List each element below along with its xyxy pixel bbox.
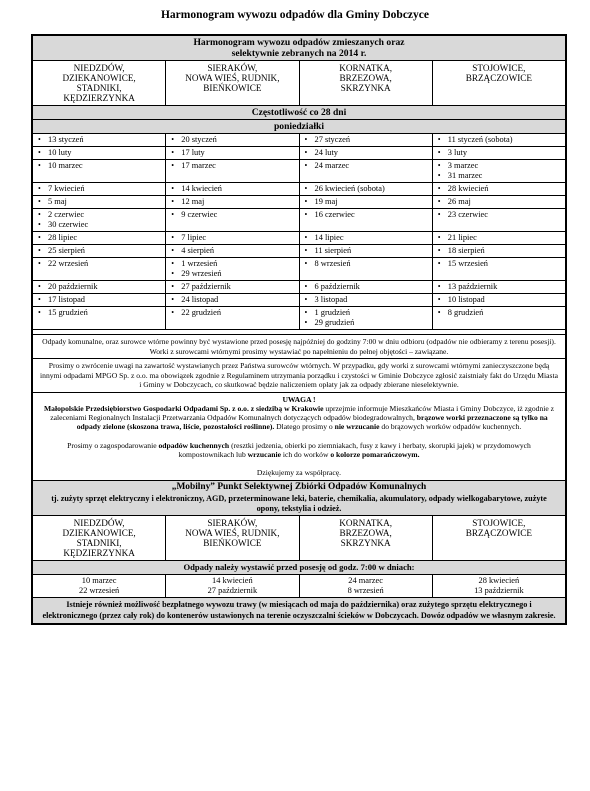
mobile-subtitle: tj. zużyty sprzęt elektryczny i elektroniczny, AGD, przeterminowane leki, baterie, chemikalia, akumulatory, odpady wielkogabarytowe, zużyte opony, tekstylia i odzież.: [51, 494, 547, 514]
date-item: • 3 luty: [438, 148, 565, 158]
date-item: • 29 wrzesień: [171, 269, 298, 279]
warning-text-2: Dlatego prosimy o: [274, 422, 335, 432]
date-row: [33, 307, 566, 330]
mobile-area-column-1: [33, 516, 166, 561]
schedule-table: [32, 35, 566, 624]
warning-text-3: do brązowych worków odpadów kuchennych.: [379, 422, 522, 432]
date-item: • 17 luty: [171, 148, 298, 158]
date-item: • 4 sierpień: [171, 246, 298, 256]
date-cell: [166, 281, 299, 294]
date-cell: [166, 258, 299, 281]
date-cell: [299, 134, 432, 147]
date-cell: [432, 258, 565, 281]
date-list: [300, 160, 432, 172]
date-item: • 8 grudzień: [438, 308, 565, 318]
date-item: • 28 lipiec: [38, 233, 165, 243]
mobile-area-column-2: [166, 516, 299, 561]
mobile-date: 14 kwiecień: [212, 576, 253, 586]
date-row: [33, 147, 566, 160]
note-deadline: [33, 335, 566, 359]
date-item: • 23 czerwiec: [438, 210, 565, 220]
area-line: NIEDZDÓW,: [73, 63, 125, 73]
date-item: • 22 grudzień: [171, 308, 298, 318]
date-item: • 27 październik: [171, 282, 298, 292]
date-list: [433, 134, 565, 146]
date-item: • 5 maj: [38, 197, 165, 207]
footer-note: Istnieje również możliwość bezpłatnego wywozu trawy (w miesiącach od maja do października) oraz zużytego sprzętu elektrycznego i elektronicznego (przez cały rok) do kontenerów ustawionych na terenie oczyszczalni ścieków w Dobczycach. Dowóz odpadów we własnym zakresie.: [33, 598, 566, 624]
mobile-date-cell: [432, 575, 565, 598]
date-item: • 28 kwiecień: [438, 184, 565, 194]
area-line: BIEŃKOWICE: [203, 538, 262, 549]
mobile-title: „Mobilny” Punkt Selektywnej Zbiórki Odpadów Komunalnych: [171, 481, 427, 492]
area-line: BIEŃKOWICE: [203, 83, 262, 93]
mixed-header-line1: Harmonogram wywozu odpadów zmieszanych oraz: [193, 37, 405, 48]
date-row: [33, 245, 566, 258]
date-list: [33, 134, 165, 146]
date-list: [166, 232, 298, 244]
date-list: [433, 258, 565, 270]
mobile-area-column-3: [299, 516, 432, 561]
warning-heading: UWAGA !: [282, 394, 316, 404]
area-line: SIERAKÓW,: [207, 63, 258, 73]
area-line: KĘDZIERZYNKA: [63, 548, 135, 559]
area-line: DZIEKANOWICE,: [62, 73, 136, 83]
date-cell: [432, 134, 565, 147]
kitchen-text-1: Prosimy o zagospodarowanie: [67, 440, 159, 450]
date-cell: [33, 160, 166, 183]
date-row: [33, 134, 566, 147]
date-list: [166, 209, 298, 221]
date-cell: [299, 147, 432, 160]
date-cell: [432, 232, 565, 245]
date-item: • 19 maj: [305, 197, 432, 207]
date-item: • 7 kwiecień: [38, 184, 165, 194]
mobile-date: 22 wrzesień: [79, 586, 120, 596]
date-cell: [432, 209, 565, 232]
frequency-label: Częstotliwość co 28 dni: [33, 106, 566, 120]
date-list: [33, 147, 165, 159]
date-list: [300, 245, 432, 257]
mobile-areas-row: [33, 516, 566, 561]
date-cell: [33, 209, 166, 232]
date-item: • 24 luty: [305, 148, 432, 158]
mobile-date: 28 kwiecień: [478, 576, 520, 586]
date-item: • 17 listopad: [38, 295, 165, 305]
date-cell: [299, 294, 432, 307]
area-line: KĘDZIERZYNKA: [63, 93, 135, 103]
date-item: • 13 październik: [438, 282, 565, 292]
note-contamination-text: Prosimy o zwrócenie uwagi na zawartość wystawianych przez Państwa surowców wtórnych. W przypadku, gdy worki z surowcami wtórnymi zanieczyszczone będą innymi odpadami MPGO Sp. z o.o. ma obowiązek zgodnie z Regulaminem utrzymania porządku i czystości w Gminie Dobczyce zgłosić zaistniały fakt do Urzędu Miasta i Gminy w Dobczycach, co skutkować będzie naliczeniem opłaty jak za odpady zbierane nieselektywnie.: [40, 361, 558, 389]
date-item: • 11 styczeń (sobota): [438, 135, 565, 145]
date-list: [33, 307, 165, 319]
date-list: [433, 160, 565, 182]
mixed-header-line2: selektywnie zebranych na 2014 r.: [231, 48, 367, 59]
date-cell: [33, 258, 166, 281]
date-cell: [33, 147, 166, 160]
date-list: [166, 245, 298, 257]
company-name: Małopolskie Przedsiębiorstwo Gospodarki Odpadami Sp. z o.o. z siedzibą w Krakowie: [44, 403, 324, 413]
date-cell: [299, 196, 432, 209]
date-item: • 20 styczeń: [171, 135, 298, 145]
date-cell: [166, 196, 299, 209]
date-list: [433, 294, 565, 306]
date-list: [166, 183, 298, 195]
date-list: [166, 160, 298, 172]
area-line: NIEDZDÓW,: [73, 518, 125, 529]
date-list: [433, 147, 565, 159]
mobile-date-cell: [166, 575, 299, 598]
mobile-area-column-4: [432, 516, 565, 561]
date-cell: [166, 147, 299, 160]
date-cell: [432, 147, 565, 160]
date-cell: [432, 160, 565, 183]
date-row: [33, 294, 566, 307]
date-row: [33, 232, 566, 245]
date-item: • 20 październik: [38, 282, 165, 292]
area-line: BRZEZOWA,: [339, 73, 392, 83]
date-item: • 13 styczeń: [38, 135, 165, 145]
date-row: [33, 183, 566, 196]
date-cell: [432, 307, 565, 330]
area-line: SKRZYNKA: [340, 83, 391, 93]
areas-row: [33, 61, 566, 106]
date-list: [33, 294, 165, 306]
date-list: [166, 134, 298, 146]
date-item: • 27 styczeń: [305, 135, 432, 145]
thanks-text: Dziękujemy za współpracę.: [256, 468, 342, 478]
date-list: [433, 245, 565, 257]
date-item: • 8 wrzesień: [305, 259, 432, 269]
date-list: [33, 160, 165, 172]
date-item: • 15 grudzień: [38, 308, 165, 318]
date-item: • 6 październik: [305, 282, 432, 292]
date-list: [433, 232, 565, 244]
date-cell: [299, 232, 432, 245]
mixed-header: [33, 36, 566, 61]
date-cell: [166, 232, 299, 245]
kitchen-emphasis-2: wrzucanie: [247, 449, 281, 459]
date-list: [166, 196, 298, 208]
date-item: • 10 listopad: [438, 295, 565, 305]
date-cell: [299, 160, 432, 183]
date-cell: [166, 134, 299, 147]
dates-body: [33, 134, 566, 330]
kitchen-emphasis-1: odpadów kuchennych: [158, 440, 230, 450]
date-cell: [33, 196, 166, 209]
area-line: KORNATKA,: [339, 63, 393, 73]
area-column-1: [33, 61, 166, 106]
date-item: • 7 lipiec: [171, 233, 298, 243]
date-list: [166, 307, 298, 319]
date-cell: [299, 258, 432, 281]
date-list: [300, 307, 432, 329]
date-cell: [299, 307, 432, 330]
date-cell: [33, 183, 166, 196]
area-line: BRZĄCZOWICE: [465, 528, 533, 539]
mobile-date: 10 marzec: [81, 576, 117, 586]
date-cell: [33, 245, 166, 258]
area-line: BRZEZOWA,: [339, 528, 392, 539]
brown-bags-rule: brązowe worki przeznaczone są tylko na odpady zielone (skoszona trawa, liście, pozostałości roślinne).: [76, 413, 548, 432]
warning-text-1: uprzejmie informuje Mieszkańców Miasta i Gminy Dobczyce, iż zgodnie z zaleceniami Regionalnych Instalacji Przetwarzania Odpadów Komunalnych dotyczących odpadów biodegradowalnych,: [50, 403, 554, 423]
date-list: [33, 232, 165, 244]
date-list: [33, 183, 165, 195]
date-item: • 22 wrzesień: [38, 259, 165, 269]
warning-paragraph-1: [39, 404, 559, 432]
date-cell: [432, 183, 565, 196]
date-cell: [166, 294, 299, 307]
date-list: [300, 281, 432, 293]
date-cell: [432, 196, 565, 209]
date-row: [33, 281, 566, 294]
date-row: [33, 196, 566, 209]
date-item: • 16 czerwiec: [305, 210, 432, 220]
warning-emphasis: nie wrzucanie: [334, 422, 380, 432]
area-line: DZIEKANOWICE,: [62, 528, 136, 539]
date-item: • 1 wrzesień: [171, 259, 298, 269]
date-list: [33, 281, 165, 293]
date-item: • 21 lipiec: [438, 233, 565, 243]
mobile-date: 13 październik: [474, 586, 524, 596]
warning-paragraph-2: [39, 441, 559, 460]
date-item: • 1 grudzień: [305, 308, 432, 318]
kitchen-text-2: (resztki jedzenia, obierki po ziemniakach, fusy z kawy i herbaty, skorupki jajek) w przydomowych kompostownikach lub: [178, 440, 531, 459]
date-cell: [166, 245, 299, 258]
date-cell: [299, 245, 432, 258]
date-list: [433, 183, 565, 195]
date-list: [433, 196, 565, 208]
area-line: NOWA WIEŚ, RUDNIK,: [185, 528, 280, 539]
area-line: STOJOWICE,: [472, 63, 526, 73]
kitchen-text-3: ich do worków: [280, 449, 331, 459]
date-item: • 25 sierpień: [38, 246, 165, 256]
date-item: • 3 marzec: [438, 161, 565, 171]
date-item: • 15 wrzesień: [438, 259, 565, 269]
date-item: • 17 marzec: [171, 161, 298, 171]
date-cell: [299, 209, 432, 232]
mobile-date: 24 marzec: [348, 576, 383, 586]
date-item: • 3 listopad: [305, 295, 432, 305]
date-item: • 31 marzec: [438, 171, 565, 181]
date-row: [33, 209, 566, 232]
date-list: [300, 258, 432, 270]
date-list: [433, 281, 565, 293]
area-line: STADNIKI,: [76, 83, 122, 93]
date-item: • 10 luty: [38, 148, 165, 158]
document-title: Harmonogram wywozu odpadów dla Gminy Dobczyce: [160, 9, 429, 21]
date-item: • 9 czerwiec: [171, 210, 298, 220]
date-row: [33, 258, 566, 281]
area-line: KORNATKA,: [339, 518, 393, 529]
area-line: STOJOWICE,: [472, 518, 526, 529]
area-line: SIERAKÓW,: [207, 518, 258, 529]
date-list: [433, 209, 565, 221]
date-item: • 29 grudzień: [305, 318, 432, 328]
date-item: • 14 lipiec: [305, 233, 432, 243]
date-list: [300, 209, 432, 221]
mobile-date-cell: [33, 575, 166, 598]
mobile-date: 8 wrzesień: [347, 586, 384, 596]
mobile-dates-row: [33, 575, 566, 598]
date-item: • 24 listopad: [171, 295, 298, 305]
date-cell: [432, 245, 565, 258]
date-cell: [33, 134, 166, 147]
note-deadline-text: Odpady komunalne, oraz surowce wtórne powinny być wystawione przed posesję najpóźniej do godziny 7:00 w dniu odbioru (odpadów nie odbieramy z terenu posesji). Worki z surowcami wtórnymi prosimy wystawiać po napełnieniu do pełnej objętości – zawiązane.: [42, 337, 556, 356]
date-cell: [432, 294, 565, 307]
date-list: [300, 183, 432, 195]
date-list: [33, 258, 165, 270]
schedule-frame: [31, 34, 567, 625]
date-list: [166, 147, 298, 159]
date-list: [166, 281, 298, 293]
date-list: [166, 294, 298, 306]
date-item: • 2 czerwiec: [38, 210, 165, 220]
weekday-label: poniedziałki: [33, 120, 566, 134]
date-cell: [299, 281, 432, 294]
date-cell: [166, 183, 299, 196]
date-list: [33, 196, 165, 208]
date-list: [300, 294, 432, 306]
date-item: • 18 sierpień: [438, 246, 565, 256]
date-cell: [166, 307, 299, 330]
date-cell: [33, 307, 166, 330]
mobile-date-cell: [299, 575, 432, 598]
area-line: STADNIKI,: [76, 538, 122, 549]
date-list: [33, 209, 165, 231]
date-item: • 26 kwiecień (sobota): [305, 184, 432, 194]
date-list: [300, 232, 432, 244]
date-item: • 11 sierpień: [305, 246, 432, 256]
date-item: • 30 czerwiec: [38, 220, 165, 230]
area-line: BRZĄCZOWICE: [465, 73, 533, 83]
date-cell: [166, 160, 299, 183]
mobile-date: 27 październik: [207, 586, 258, 596]
area-column-2: [166, 61, 299, 106]
date-item: • 10 marzec: [38, 161, 165, 171]
date-item: • 14 kwiecień: [171, 184, 298, 194]
orange-bags: o kolorze pomarańczowym.: [330, 449, 420, 459]
mobile-notice: Odpady należy wystawić przed posesję od godz. 7:00 w dniach:: [33, 561, 566, 575]
date-list: [300, 134, 432, 146]
date-list: [166, 258, 298, 280]
date-list: [433, 307, 565, 319]
date-cell: [33, 232, 166, 245]
date-list: [300, 196, 432, 208]
warning-block: [33, 392, 566, 480]
date-cell: [33, 281, 166, 294]
area-column-3: [299, 61, 432, 106]
date-item: • 26 maj: [438, 197, 565, 207]
date-list: [33, 245, 165, 257]
date-item: • 12 maj: [171, 197, 298, 207]
area-line: SKRZYNKA: [340, 538, 391, 549]
area-line: NOWA WIEŚ, RUDNIK,: [185, 73, 280, 83]
date-cell: [299, 183, 432, 196]
date-list: [300, 147, 432, 159]
area-column-4: [432, 61, 565, 106]
mobile-header: [33, 480, 566, 516]
note-contamination: [33, 359, 566, 393]
date-cell: [33, 294, 166, 307]
date-cell: [166, 209, 299, 232]
date-item: • 24 marzec: [305, 161, 432, 171]
date-cell: [432, 281, 565, 294]
date-row: [33, 160, 566, 183]
